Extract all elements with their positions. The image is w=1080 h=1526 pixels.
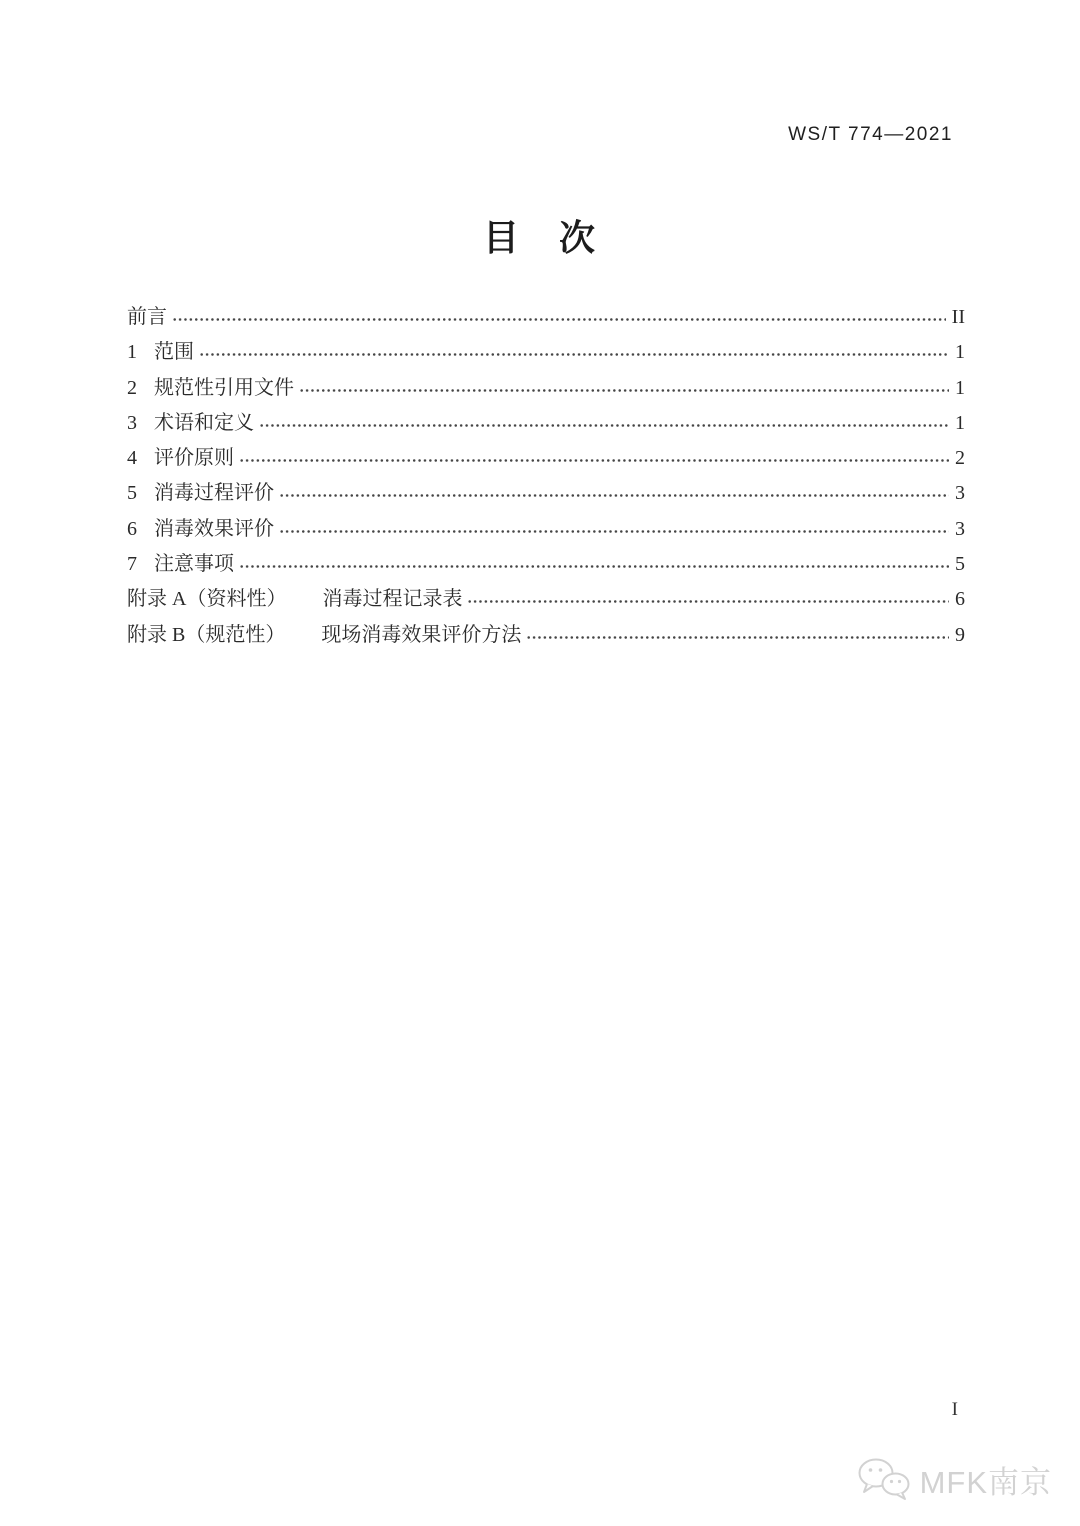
- toc-entry-page: 1: [955, 341, 965, 364]
- toc-entry: [127, 300, 965, 335]
- watermark: [857, 1456, 1052, 1502]
- toc-entry-number: 5: [127, 482, 137, 505]
- toc-entry: [127, 582, 965, 617]
- page-number: I: [951, 1399, 958, 1420]
- toc-entry-number: 2: [127, 376, 137, 399]
- standard-code: WS/T 774—2021: [788, 124, 953, 145]
- table-of-contents: [127, 300, 965, 653]
- toc-entry-label: 前言: [127, 306, 167, 328]
- toc-entry-label: 消毒效果评价: [154, 517, 274, 540]
- dot-leader: [526, 634, 949, 641]
- toc-entry-label: 消毒过程记录表: [322, 588, 463, 611]
- toc-entry-label: 范围: [154, 341, 194, 364]
- toc-entry: [127, 512, 965, 547]
- dot-leader: [279, 528, 949, 535]
- toc-entry: [127, 476, 965, 511]
- toc-entry-label: 规范性引用文件: [154, 376, 294, 399]
- toc-entry-number: 3: [127, 411, 137, 434]
- dot-leader: [279, 492, 949, 499]
- page-title: 目 次: [482, 217, 597, 258]
- toc-entry-label: 现场消毒效果评价方法: [321, 623, 522, 646]
- toc-entry-page: 1: [955, 376, 965, 399]
- toc-entry-label: 评价原则: [154, 447, 234, 470]
- toc-entry-number: 附录 A（资料性）: [127, 588, 287, 611]
- toc-entry-page: 1: [955, 411, 965, 434]
- dot-leader: [467, 598, 949, 605]
- toc-entry-page: 9: [955, 623, 965, 646]
- toc-entry: [127, 406, 965, 441]
- toc-entry-page: 3: [955, 517, 965, 540]
- toc-entry-label: 消毒过程评价: [154, 482, 274, 505]
- toc-entry-page: II: [951, 306, 965, 328]
- dot-leader: [199, 351, 949, 358]
- toc-entry-page: 5: [955, 553, 965, 576]
- toc-entry-label: 术语和定义: [154, 411, 254, 434]
- toc-entry-page: 3: [955, 482, 965, 505]
- toc-entry: [127, 441, 965, 476]
- toc-entry: [127, 335, 965, 370]
- toc-entry: [127, 547, 965, 582]
- toc-entry-page: 2: [955, 447, 965, 470]
- dot-leader: [259, 422, 949, 429]
- toc-entry-number: 4: [127, 447, 137, 470]
- toc-entry-number: 附录 B（规范性）: [127, 623, 286, 646]
- dot-leader: [239, 457, 949, 464]
- toc-entry: [127, 618, 965, 653]
- toc-entry-page: 6: [955, 588, 965, 611]
- dot-leader: [172, 316, 946, 323]
- toc-entry-label: 注意事项: [154, 553, 234, 576]
- dot-leader: [299, 387, 949, 394]
- watermark-label: MFK南京: [919, 1464, 1052, 1500]
- toc-entry-number: 6: [127, 517, 137, 540]
- toc-entry-number: 1: [127, 341, 137, 364]
- toc-entry: [127, 371, 965, 406]
- toc-entry-number: 7: [127, 553, 137, 576]
- wechat-icon: [857, 1456, 911, 1502]
- dot-leader: [239, 563, 949, 570]
